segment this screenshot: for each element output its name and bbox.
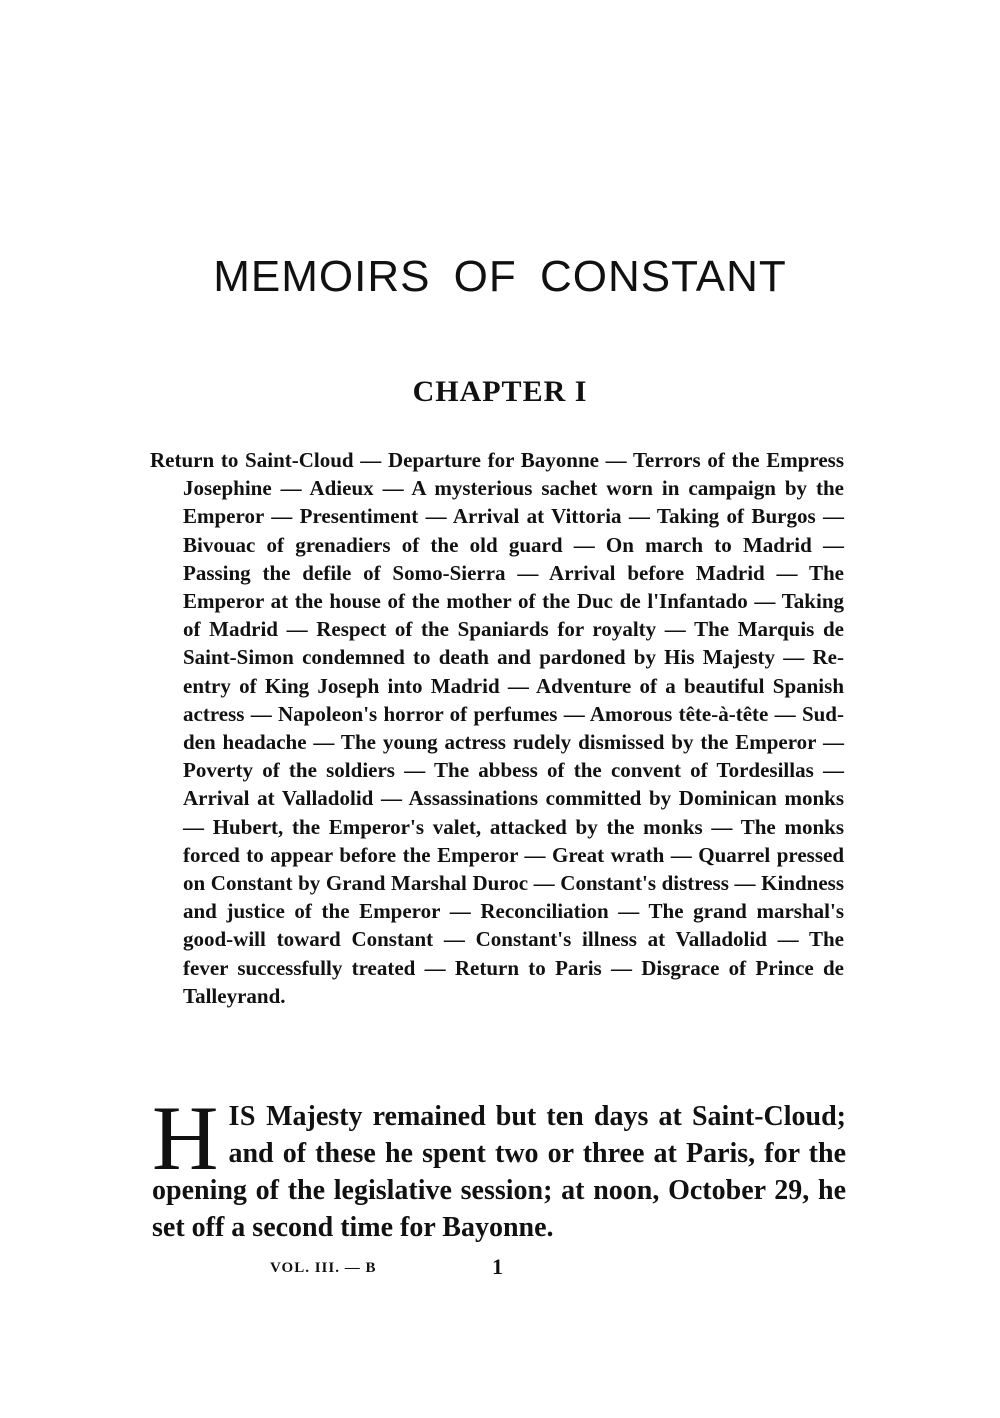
- opening-paragraph-text: Majesty remained but ten days at Saint-Cloud; and of these he spent two or three at Paris, for the opening of the legislative session; at noon, October 29, he set off a second time for Bayonne.: [152, 1101, 846, 1243]
- chapter-heading: CHAPTER I: [412, 375, 588, 408]
- drop-cap: H: [152, 1087, 219, 1189]
- volume-signature: VOL. III. — B: [270, 1260, 377, 1276]
- lead-in-text: IS: [228, 1101, 256, 1132]
- page-footer: [270, 1254, 570, 1282]
- page-number: 1: [492, 1254, 503, 1279]
- book-title: MEMOIRS OF CONSTANT: [213, 252, 787, 301]
- opening-paragraph: [152, 1087, 846, 1246]
- chapter-summary: Return to Saint-Cloud — Departure for Bayonne — Terrors of the Empress Josephine — Adieux — A mysterious sachet worn in campaign by the Emperor — Presentiment — Arrival at Vittoria — Taking of Burgos — Bivouac of grenadiers of the old guard — On march to Madrid — Passing the defile of Somo-Sierra — Arrival before Madrid — The Emperor at the house of the mother of the Duc de l'Infantado — Taking of Madrid — Respect of the Spaniards for royalty — The Marquis de Saint-Simon condemned to death and pardoned by His Majesty — Re-entry of King Joseph into Madrid — Adventure of a beautiful Spanish actress — Napoleon's horror of perfumes — Amorous tête-à-tête — Sudden headache — The young actress rudely dismissed by the Emperor — Poverty of the soldiers — The abbess of the convent of Tordesillas — Arrival at Valladolid — Assassinations committed by Dominican monks — Hubert, the Emperor's valet, attacked by the monks — The monks forced to appear before the Emperor — Great wrath — Quarrel pressed on Constant by Grand Marshal Duroc — Constant's distress — Kindness and justice of the Emperor — Reconciliation — The grand marshal's good-will toward Constant — Constant's illness at Valladolid — The fever successfully treated — Return to Paris — Disgrace of Prince de Talleyrand.: [150, 448, 844, 1008]
